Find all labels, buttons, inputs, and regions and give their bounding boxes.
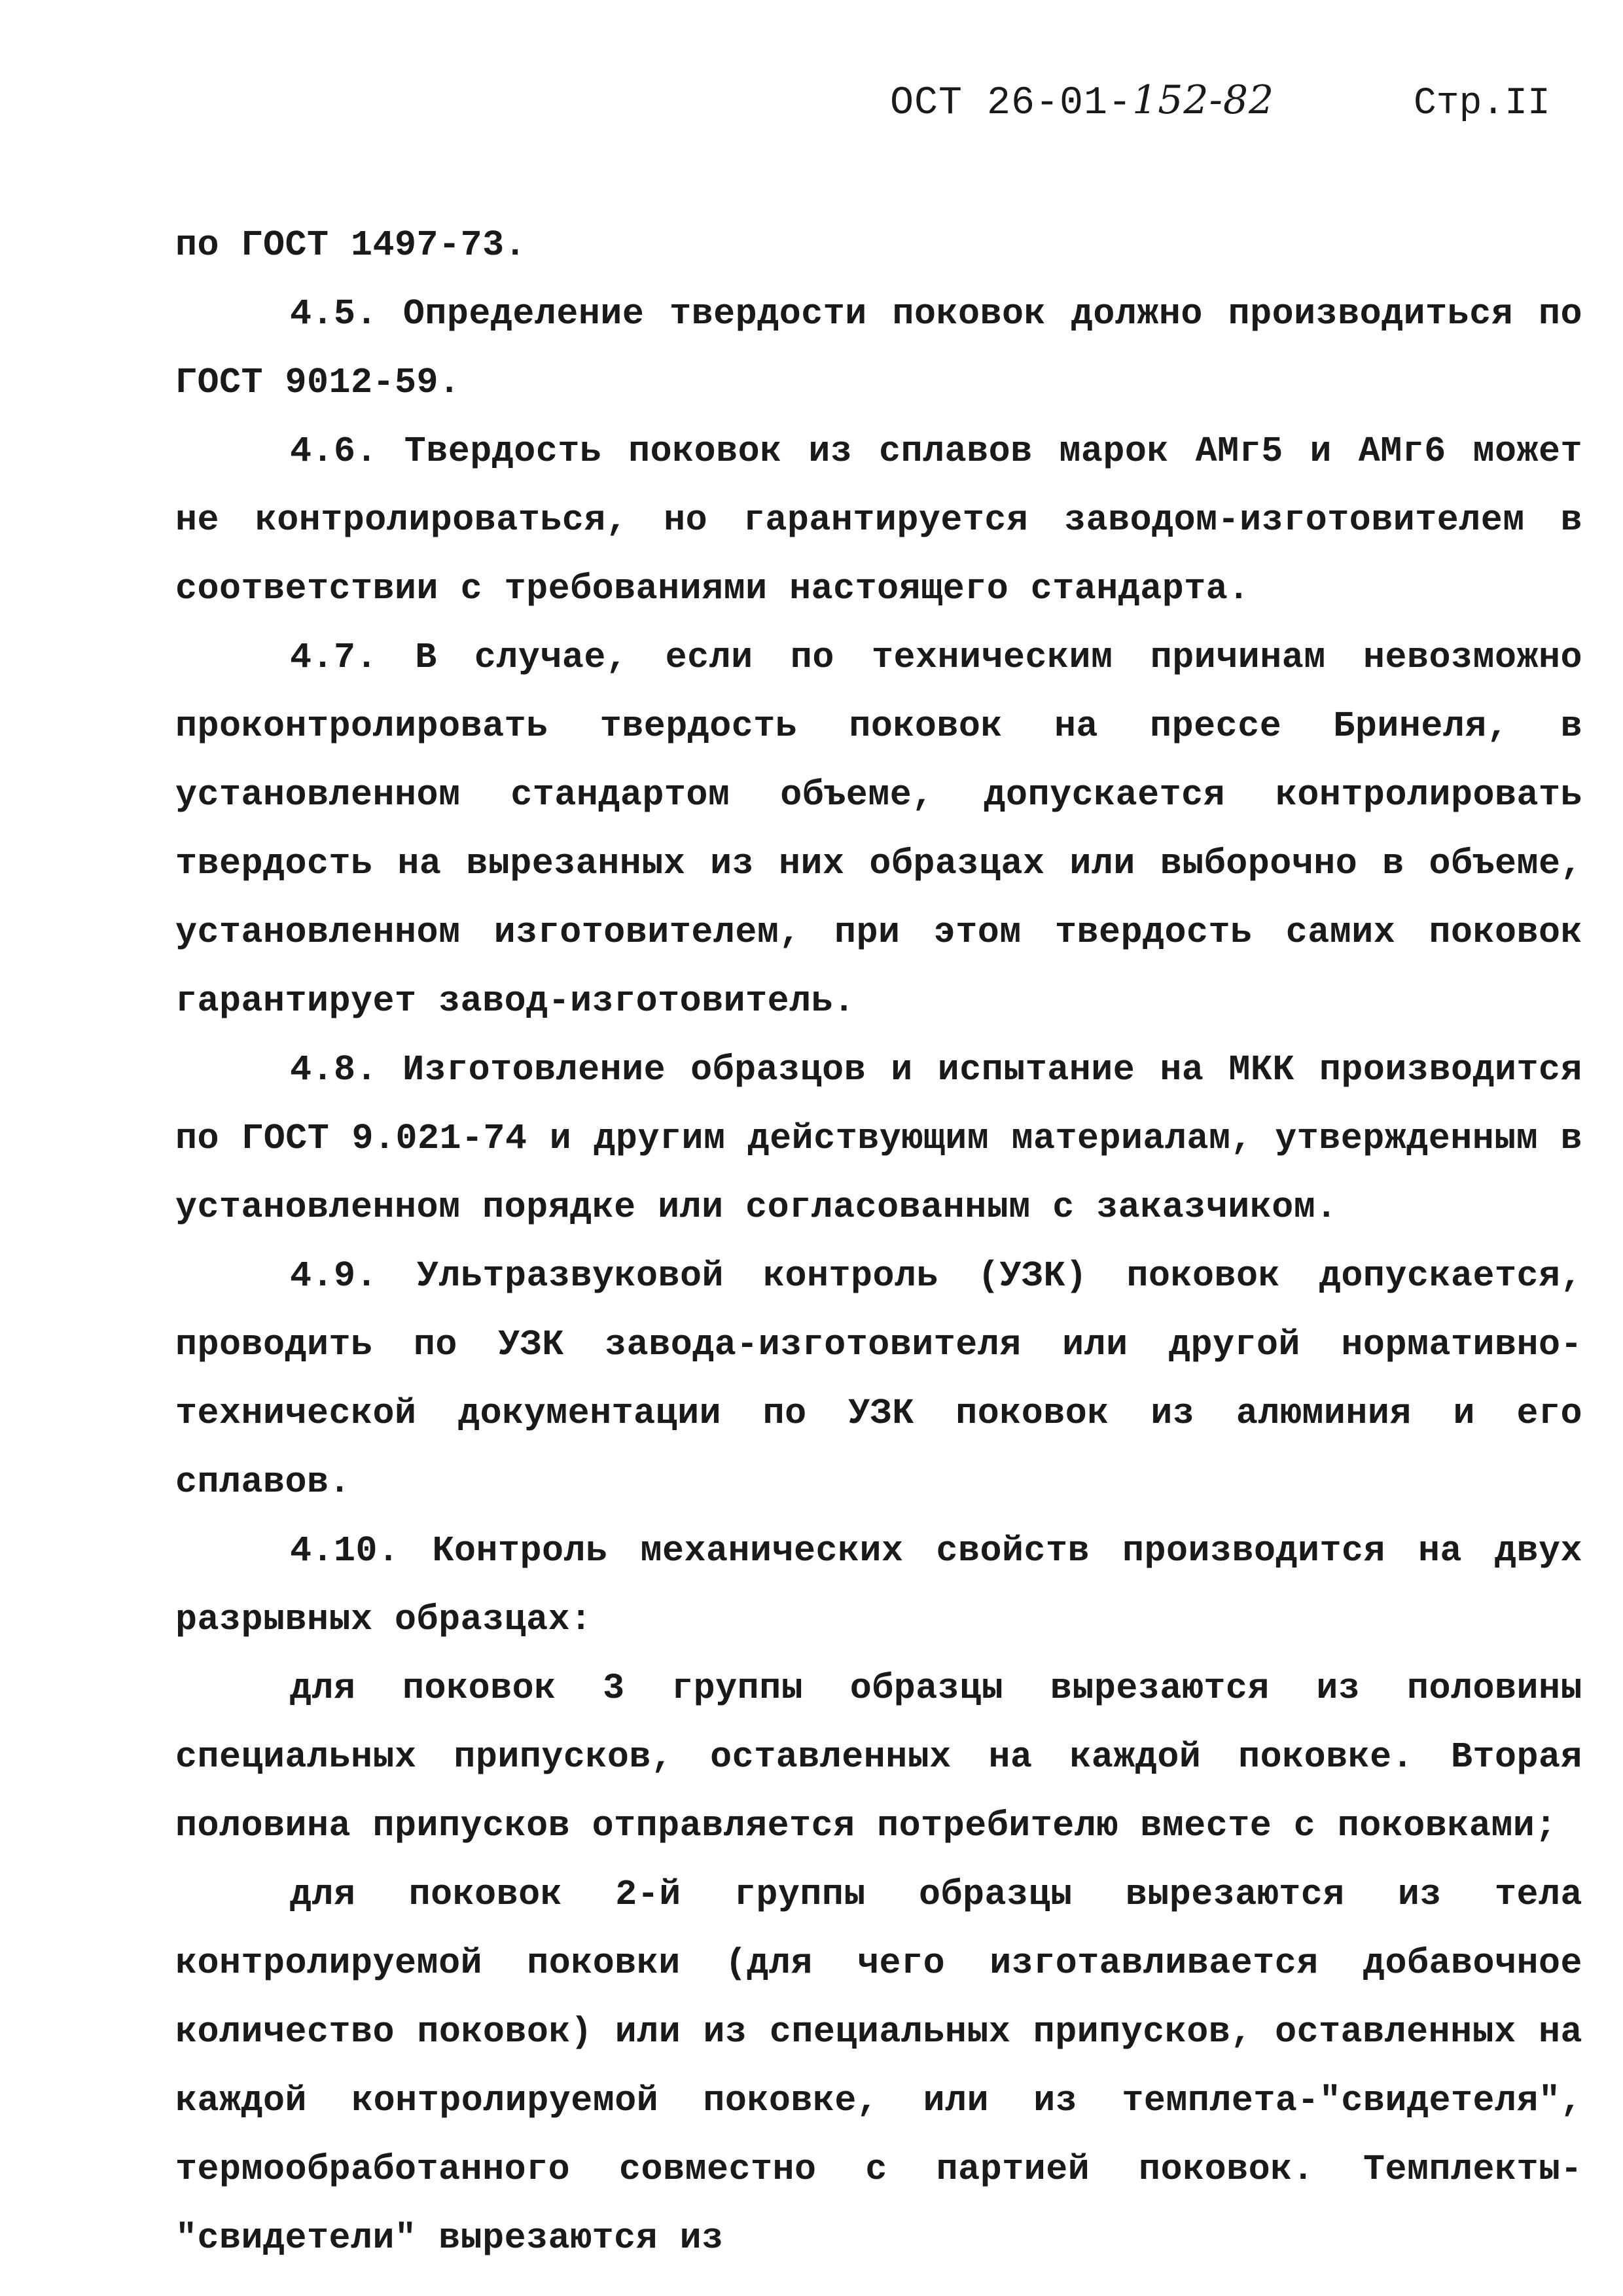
paragraph-continuation [175,211,1582,279]
paragraph-4-10 [175,1516,1582,1654]
paragraph-text: по ГОСТ 1497-73. [175,224,527,266]
paragraph-4-5 [175,279,1582,417]
document-code-handwritten: 152-82 [1132,77,1275,123]
paragraph-number: 4.9. [290,1255,378,1297]
paragraph-4-9 [175,1242,1582,1516]
paragraph-number: 4.6. [290,431,378,472]
paragraph-text: Контроль механических свойств производится на двух разрывных образцах: [175,1530,1582,1640]
paragraph-number: 4.5. [290,293,378,334]
paragraph-4-6 [175,417,1582,623]
paragraph-text: Ультразвуковой контроль (УЗК) поковок допускается, проводить по УЗК завода-изготовителя или другой нормативно-технической документации по УЗК поковок из алюминия и его сплавов. [175,1255,1582,1503]
paragraph-text: для поковок 3 группы образцы вырезаются из половины специальных припусков, оставленных на каждой поковке. Вторая половина припусков отправляется потребителю вместе с поковками; [175,1668,1582,1846]
paragraph-group-3 [175,1654,1582,1860]
paragraph-text: Определение твердости поковок должно производиться по ГОСТ 9012-59. [175,293,1582,403]
paragraph-text: Изготовление образцов и испытание на МКК производится по ГОСТ 9.021-74 и другим действующим материалам, утвержденным в установленном порядке или согласованным с заказчиком. [175,1049,1582,1228]
page-number: Стр.II [1414,82,1550,125]
paragraph-text: В случае, если по техническим причинам невозможно проконтролировать твердость поковок на прессе Бринеля, в установленном стандартом объеме, допускается контролировать твердость на вырезанных из них образцах или выборочно в объеме, установленном изготовителем, при этом твердость самих поковок гарантирует завод-изготовитель. [175,637,1582,1022]
document-code [890,77,1274,126]
document-body [175,211,1582,2272]
paragraph-4-8 [175,1035,1582,1242]
paragraph-number: 4.10. [290,1530,400,1571]
paragraph-text: Твердость поковок из сплавов марок АМг5 и АМг6 может не контролироваться, но гарантируется заводом-изготовителем в соответствии с требованиями настоящего стандарта. [175,431,1582,609]
paragraph-number: 4.7. [290,637,378,678]
paragraph-4-7 [175,623,1582,1035]
page-header [890,77,1550,130]
paragraph-text: для поковок 2-й группы образцы вырезаются из тела контролируемой поковки (для чего изготавливается добавочное количество поковок) или из специальных припусков, оставленных на каждой контролируемой поковке, или из темплета-"свидетеля", термообработанного совместно с партией поковок. Темплекты-"свидетели" вырезаются из [175,1874,1582,2259]
document-code-typed: ОСТ 26-01- [890,81,1133,126]
paragraph-number: 4.8. [290,1049,378,1090]
paragraph-group-2 [175,1860,1582,2272]
